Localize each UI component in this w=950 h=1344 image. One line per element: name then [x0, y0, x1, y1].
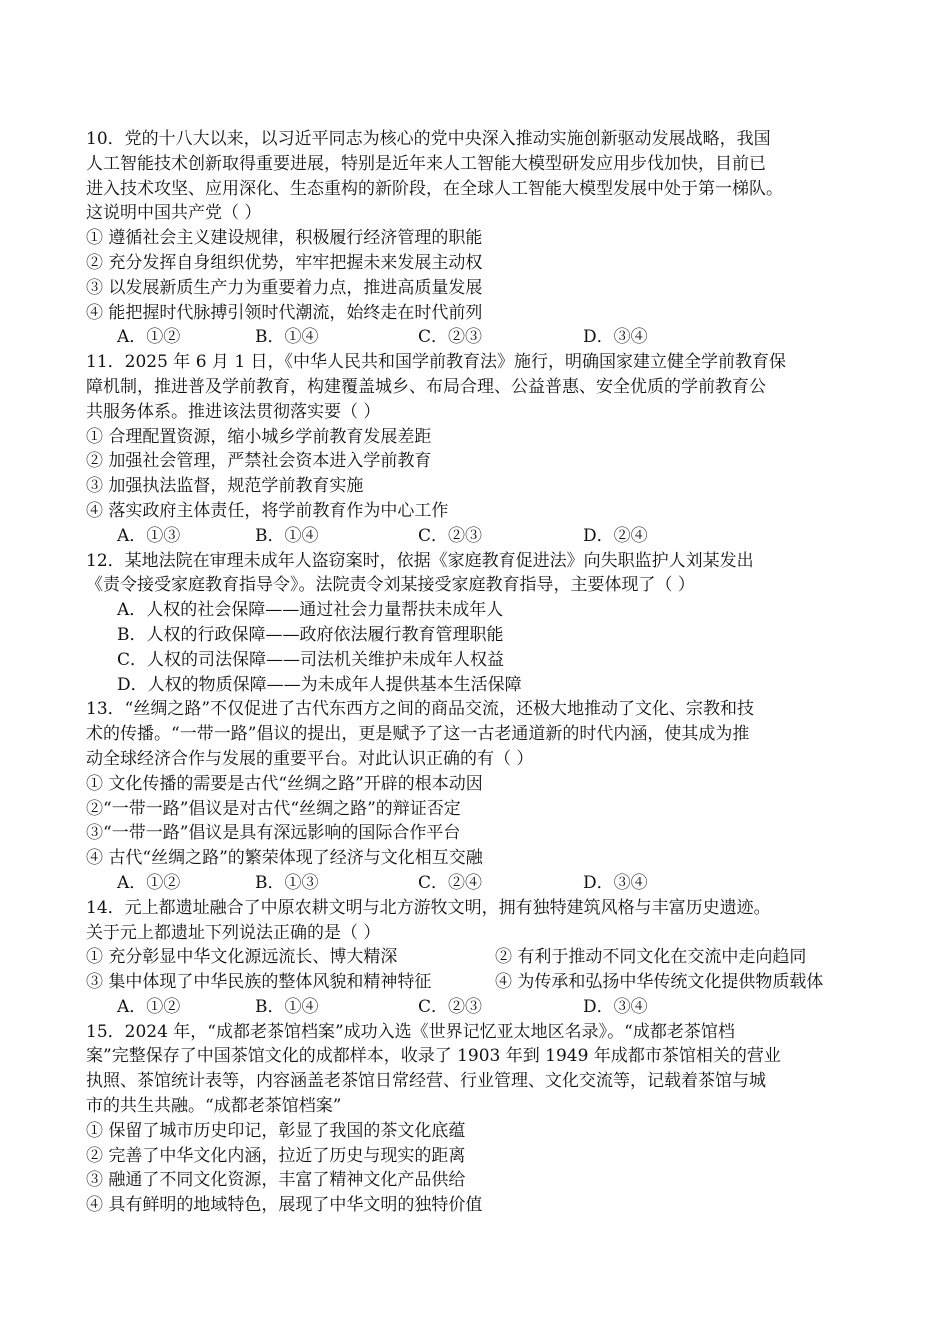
option-a: A．①② [117, 327, 181, 348]
statement-item: ②“一带一路”倡议是对古代“丝绸之路”的辩证否定 [86, 798, 461, 819]
question-13 [86, 697, 870, 895]
question-stem-line: 10．党的十八大以来，以习近平同志为核心的党中央深入推动实施创新驱动发展战略，我国 [86, 129, 771, 149]
option-a: A．人权的社会保障——通过社会力量帮扶未成年人 [117, 600, 504, 621]
statement-item: ④ 具有鲜明的地域特色，展现了中华文明的独特价值 [86, 1195, 483, 1216]
statement-pair [86, 970, 870, 995]
option-c: C．人权的司法保障——司法机关维护未成年人权益 [117, 649, 505, 670]
statement-item: ① 保留了城市历史印记，彰显了我国的茶文化底蕴 [86, 1120, 466, 1141]
statement-item: ③ 以发展新质生产力为重要着力点，推进高质量发展 [86, 277, 483, 298]
statement-item: ④ 落实政府主体责任，将学前教育作为中心工作 [86, 500, 449, 521]
question-stem-line: 关于元上都遗址下列说法正确的是（ ） [86, 922, 381, 943]
option-b: B．人权的行政保障——政府依法履行教育管理职能 [117, 624, 504, 645]
option-b: B．①④ [255, 327, 319, 348]
question-15 [86, 1020, 870, 1218]
option-c: C．②③ [418, 327, 483, 348]
statement-item: ② 充分发挥自身组织优势，牢牢把握未来发展主动权 [86, 252, 483, 273]
question-12 [86, 549, 870, 698]
statement-item: ③ 融通了不同文化资源，丰富了精神文化产品供给 [86, 1170, 466, 1191]
question-stem-line: 共服务体系。推进该法贯彻落实要（ ） [86, 401, 381, 422]
question-stem-line: 11．2025 年 6 月 1 日，《中华人民共和国学前教育法》施行，明确国家建立健全学前教育保 [86, 352, 787, 373]
statement-item: ② 加强社会管理，严禁社会资本进入学前教育 [86, 451, 432, 472]
option-c: C．②③ [418, 525, 483, 546]
statement-item: ③ 集中体现了中华民族的整体风貌和精神特征 [86, 972, 432, 993]
statement-item: ① 合理配置资源，缩小城乡学前教育发展差距 [86, 426, 432, 447]
option-d: D．③④ [583, 996, 648, 1017]
question-stem-line: 15．2024 年，“成都老茶馆档案”成功入选《世界记忆亚太地区名录》。“成都老茶馆档 [86, 1021, 735, 1042]
statement-item: ② 完善了中华文化内涵，拉近了历史与现实的距离 [86, 1145, 466, 1166]
option-c: C．②④ [418, 872, 483, 893]
statement-item: ③ 加强执法监督，规范学前教育实施 [86, 476, 364, 497]
option-d: D．③④ [583, 872, 648, 893]
answer-options [86, 995, 870, 1020]
option-b: B．①④ [255, 996, 319, 1017]
option-b: B．①④ [255, 525, 319, 546]
statement-item: ① 文化传播的需要是古代“丝绸之路”开辟的根本动因 [86, 773, 483, 794]
question-stem-line: 《责令接受家庭教育指导令》。法院责令刘某接受家庭教育指导，主要体现了（ ） [86, 575, 695, 596]
question-stem-line: 案”完整保存了中国茶馆文化的成都样本，收录了 1903 年到 1949 年成都市茶馆相关的营业 [86, 1046, 781, 1067]
question-stem-line: 术的传播。“一带一路”倡议的提出，更是赋予了这一古老通道新的时代内涵，使其成为推 [86, 724, 750, 745]
question-stem-line: 进入技术攻坚、应用深化、生态重构的新阶段，在全球人工智能大模型发展中处于第一梯队。 [86, 178, 783, 199]
question-stem-line: 市的共生共融。“成都老茶馆档案” [86, 1096, 342, 1117]
question-10 [86, 127, 870, 350]
question-14 [86, 896, 870, 1020]
question-stem-line: 13．“丝绸之路”不仅促进了古代东西方之间的商品交流，还极大地推动了文化、宗教和技 [86, 699, 755, 720]
answer-options [86, 871, 870, 896]
option-b: B．①③ [255, 872, 319, 893]
question-stem-line: 障机制，推进普及学前教育，构建覆盖城乡、布局合理、公益普惠、安全优质的学前教育公 [86, 376, 766, 397]
statement-item: ④ 能把握时代脉搏引领时代潮流，始终走在时代前列 [86, 302, 483, 323]
question-stem-line: 12．某地法院在审理未成年人盗窃案时，依据《家庭教育促进法》向失职监护人刘某发出 [86, 550, 754, 571]
statement-pair [86, 945, 870, 970]
statement-item: ② 有利于推动不同文化在交流中走向趋同 [495, 947, 807, 968]
statement-item: ① 遵循社会主义建设规律，积极履行经济管理的职能 [86, 228, 483, 249]
option-d: D．③④ [583, 327, 648, 348]
statement-item: ① 充分彰显中华文化源远流长、博大精深 [86, 947, 398, 968]
option-d: D．②④ [583, 525, 648, 546]
question-stem-line: 这说明中国共产党（ ） [86, 203, 262, 224]
option-d: D．人权的物质保障——为未成年人提供基本生活保障 [117, 674, 522, 695]
question-list [86, 127, 870, 1218]
option-a: A．①③ [117, 525, 181, 546]
question-stem-line: 14．元上都遗址融合了中原农耕文明与北方游牧文明，拥有独特建筑风格与丰富历史遗迹。 [86, 897, 771, 918]
option-a: A．①② [117, 872, 181, 893]
statement-item: ④ 为传承和弘扬中华传统文化提供物质载体 [495, 972, 824, 993]
question-stem-line: 执照、茶馆统计表等，内容涵盖老茶馆日常经营、行业管理、文化交流等，记载着茶馆与城 [86, 1071, 766, 1092]
question-11 [86, 350, 870, 548]
question-stem-line: 人工智能技术创新取得重要进展，特别是近年来人工智能大模型研发应用步伐加快，目前已 [86, 153, 766, 174]
statement-item: ③“一带一路”倡议是具有深远影响的国际合作平台 [86, 823, 461, 844]
answer-options [86, 524, 870, 549]
statement-item: ④ 古代“丝绸之路”的繁荣体现了经济与文化相互交融 [86, 848, 483, 869]
option-c: C．②③ [418, 996, 483, 1017]
option-a: A．①② [117, 996, 181, 1017]
answer-options [86, 325, 870, 350]
question-stem-line: 动全球经济合作与发展的重要平台。对此认识正确的有（ ） [86, 748, 534, 769]
